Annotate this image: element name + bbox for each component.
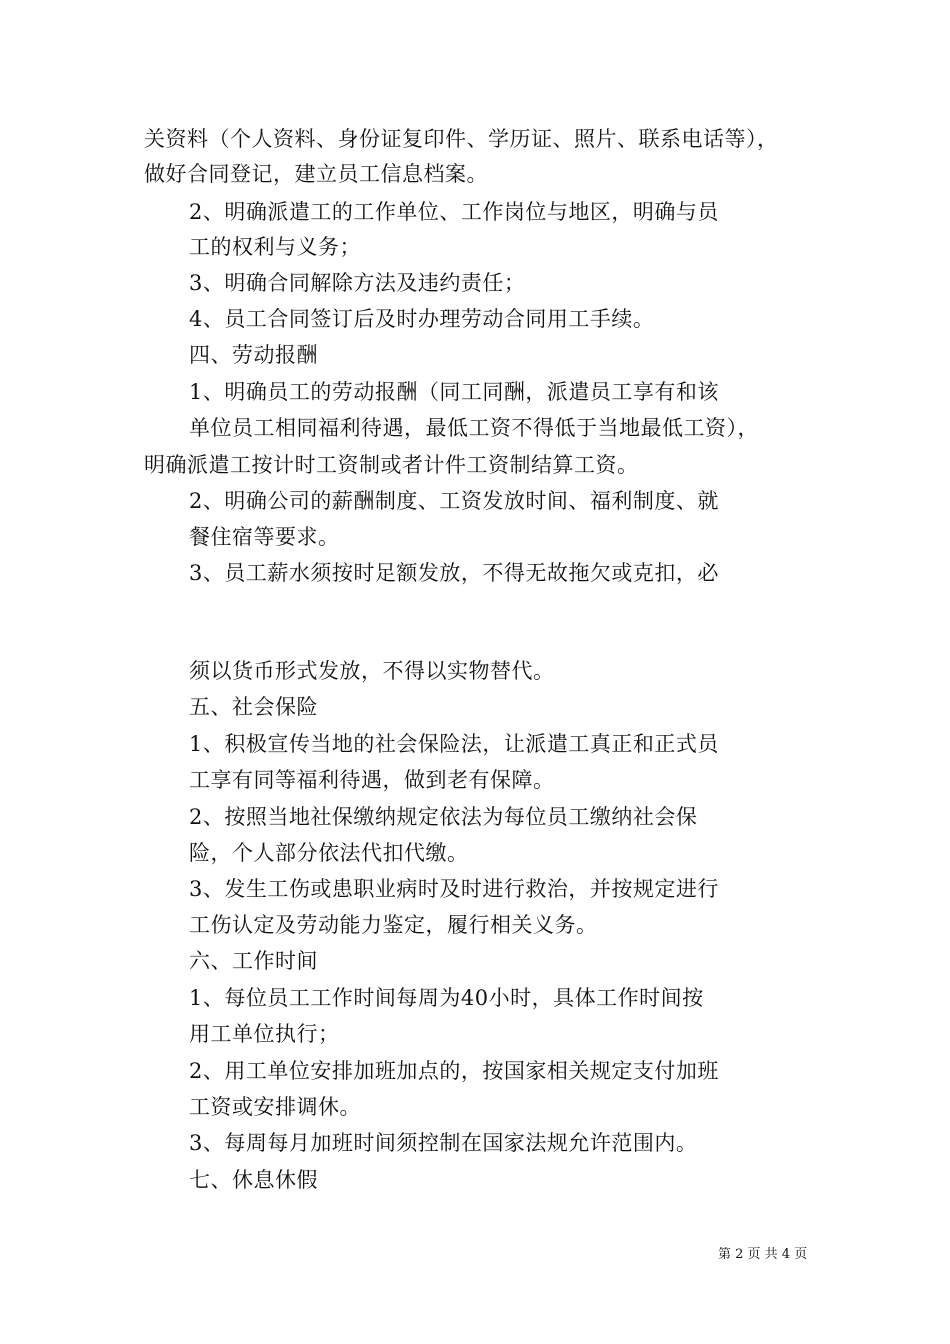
section-heading-5: 五、社会保险 (189, 695, 318, 719)
text-line-8: 1、明确员工的劳动报酬（同工同酬，派遣员工享有和该 (189, 380, 719, 404)
text-line-20: 3、发生工伤或患职业病时及时进行救治，并按规定进行 (189, 877, 719, 901)
text-line-5: 3、明确合同解除方法及违约责任； (189, 271, 526, 295)
text-line-11: 2、明确公司的薪酬制度、工资发放时间、福利制度、就 (189, 489, 719, 513)
text-line-26: 工资或安排调休。 (189, 1095, 361, 1119)
text-line-3: 2、明确派遣工的工作单位、工作岗位与地区，明确与员 (189, 200, 719, 224)
text-line-17: 工享有同等福利待遇，做到老有保障。 (189, 768, 555, 792)
text-line-16: 1、积极宣传当地的社会保险法，让派遣工真正和正式员 (189, 732, 719, 756)
text-line-21: 工伤认定及劳动能力鉴定，履行相关义务。 (189, 913, 598, 937)
section-heading-4: 四、劳动报酬 (189, 343, 318, 367)
section-heading-6: 六、工作时间 (189, 949, 318, 973)
text-line-2: 做好合同登记，建立员工信息档案。 (144, 162, 488, 186)
text-line-13: 3、员工薪水须按时足额发放，不得无故拖欠或克扣，必 (189, 561, 719, 585)
text-line-12: 餐住宿等要求。 (189, 525, 340, 549)
text-line-4: 工的权利与义务； (189, 235, 361, 259)
text-line-1: 关资料（个人资料、身份证复印件、学历证、照片、联系电话等）， (144, 127, 779, 151)
text-line-19: 险，个人部分依法代扣代缴。 (189, 841, 469, 865)
text-line-6: 4、员工合同签订后及时办理劳动合同用工手续。 (189, 307, 655, 331)
text-line-10: 明确派遣工按计时工资制或者计件工资制结算工资。 (144, 453, 639, 477)
text-line-23: 1、每位员工工作时间每周为40小时，具体工作时间按 (189, 986, 704, 1010)
page-number-footer: 第 2 页 共 4 页 (718, 1247, 808, 1262)
section-heading-7: 七、休息休假 (189, 1168, 318, 1192)
text-line-27: 3、每周每月加班时间须控制在国家法规允许范围内。 (189, 1131, 698, 1155)
text-line-18: 2、按照当地社保缴纳规定依法为每位员工缴纳社会保 (189, 805, 698, 829)
text-line-14: 须以货币形式发放，不得以实物替代。 (189, 659, 555, 683)
text-line-24: 用工单位执行； (189, 1022, 340, 1046)
text-line-9: 单位员工相同福利待遇，最低工资不得低于当地最低工资）， (189, 416, 759, 440)
text-line-25: 2、用工单位安排加班加点的，按国家相关规定支付加班 (189, 1059, 719, 1083)
